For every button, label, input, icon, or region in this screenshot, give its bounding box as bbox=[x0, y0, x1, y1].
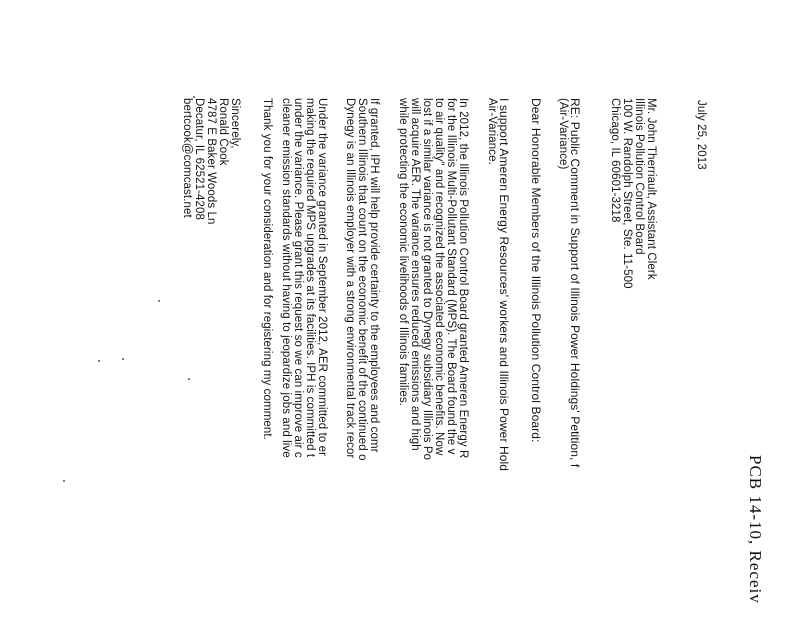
paragraph-line: making the required MPS upgrades at its facilities. IPH is committed t bbox=[304, 98, 316, 458]
paragraph-line: lost if a similar variance is not granted to Dynegy subsidiary Illinois Po bbox=[421, 98, 433, 461]
scan-speck bbox=[158, 300, 160, 302]
recipient-org: Illinois Pollution Control Board bbox=[633, 98, 645, 255]
salutation: Dear Honorable Members of the Illinois Pollution Control Board: bbox=[529, 98, 543, 443]
recipient-city: Chicago, IL 60601-3218 bbox=[609, 98, 621, 223]
paragraph-line: for the Illinois Multi-Pollutant Standard (MPS). The Board found the v bbox=[445, 98, 457, 455]
paragraph-line: Southern Illinois that count on the economic benefit of the continued o bbox=[356, 98, 368, 461]
paragraph-line: Under the variance granted in September 2012, AER committed to er bbox=[316, 98, 328, 457]
paragraph-line: Thank you for your consideration and for registering my comment. bbox=[261, 98, 273, 440]
paragraph-line: to air quality" and recognized the associated economic benefits. Now bbox=[433, 98, 445, 456]
paragraph-line: Dynegy is an Illinois employer with a strong environmental track recor bbox=[344, 98, 356, 459]
paragraph-line: In 2012, the Illinois Pollution Control Board granted Ameren Energy R bbox=[457, 98, 469, 459]
paragraph-line: Air-Variance. bbox=[486, 98, 498, 165]
scan-speck bbox=[98, 360, 100, 362]
scan-speck bbox=[193, 96, 195, 98]
scan-speck bbox=[63, 480, 65, 482]
recipient-street: 100 W. Randolph Street, Ste. 11-500 bbox=[621, 98, 633, 289]
paragraph-line: will acquire AER. The variance ensures reduced emissions and high bbox=[409, 98, 421, 451]
paragraph-line: I support Ameren Energy Resources' workers and Illinois Power Hold bbox=[497, 98, 511, 472]
scan-speck bbox=[122, 358, 124, 360]
signature-email: bertcook@comcast.net bbox=[181, 98, 193, 218]
signature-name: Ronald Cook bbox=[217, 98, 229, 166]
recipient-name: Mr. John Therriault, Assistant Clerk bbox=[645, 98, 657, 280]
subject-line: RE: Public Comment in Support of Illinois Power Holdings' Petition, f bbox=[568, 98, 582, 468]
paragraph-line: If granted, IPH will help provide certainty to the employees and comr bbox=[368, 98, 380, 453]
received-stamp: PCB 14-10, Receiv bbox=[746, 455, 765, 604]
signature-street: 4787 E Baker Woods Ln bbox=[205, 98, 217, 225]
paragraph-line: under the variance. Please grant this request so we can improve air c bbox=[292, 98, 304, 458]
paragraph-line: while protecting the economic livelihoods of Illinois families. bbox=[397, 98, 409, 407]
letter-date: July 25, 2013 bbox=[695, 100, 707, 170]
closing: Sincerely, bbox=[229, 98, 241, 149]
subject-line: (Air-Variance) bbox=[557, 98, 569, 170]
scan-speck bbox=[188, 378, 190, 380]
signature-city: Decatur, IL 62521-4208 bbox=[193, 98, 205, 220]
paragraph-line: cleaner emission standards without having to jeopardize jobs and live bbox=[280, 98, 292, 458]
